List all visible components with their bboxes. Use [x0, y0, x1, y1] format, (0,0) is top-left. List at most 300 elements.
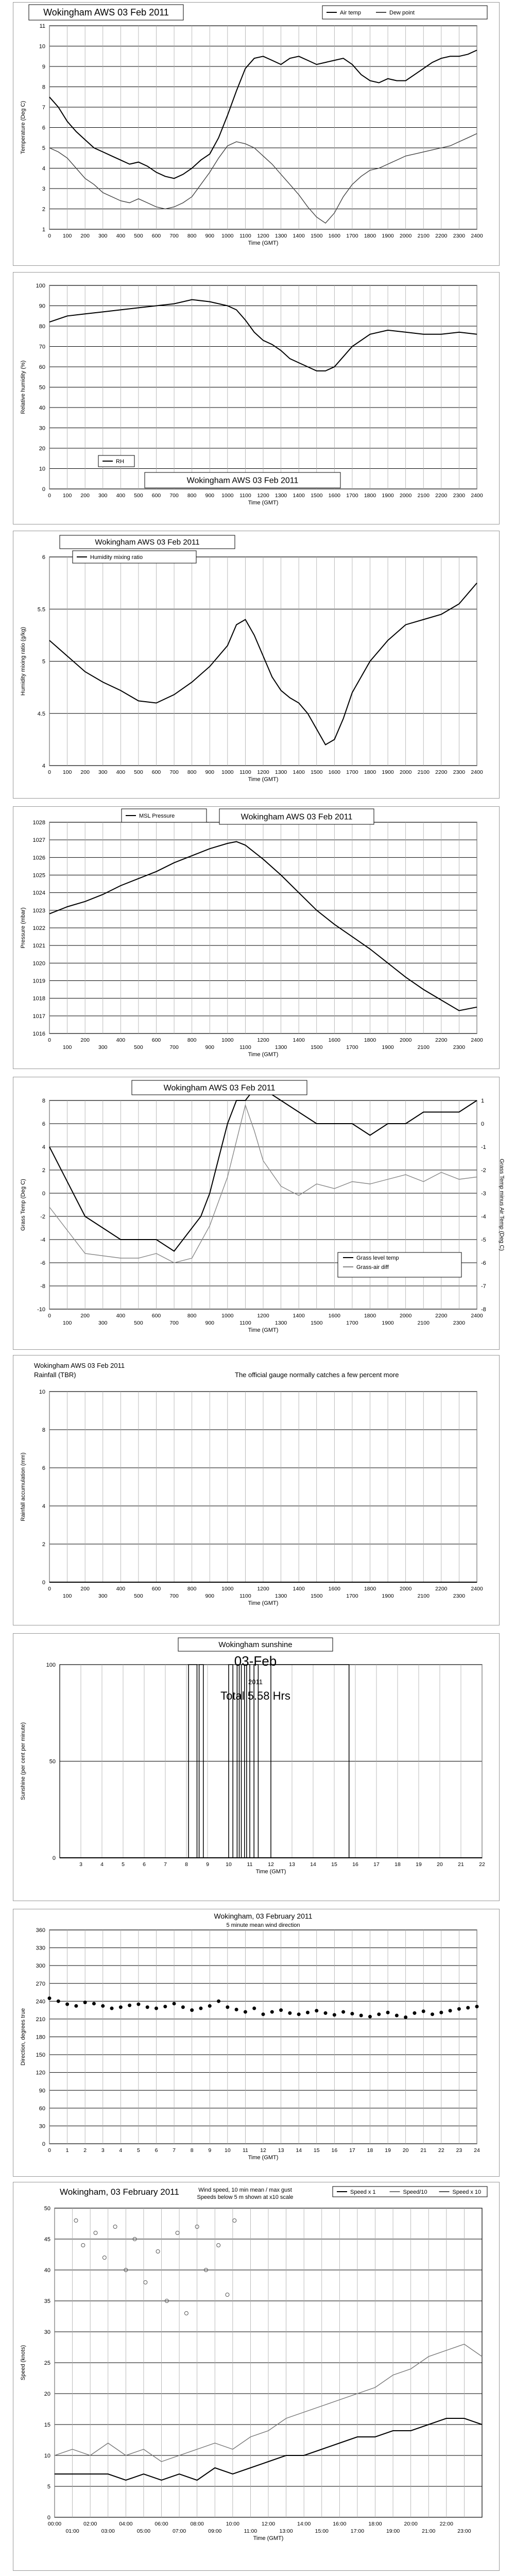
x-tick-label: 0 — [48, 769, 51, 775]
x-tick-label: 0 — [48, 1313, 51, 1319]
x-tick-label: 1300 — [274, 493, 287, 499]
x-tick-label: 0 — [48, 1586, 51, 1592]
x-tick-label: 1100 — [239, 769, 251, 775]
y-tick-label: 20 — [44, 2391, 50, 2397]
x-tick-label: 2000 — [399, 233, 412, 239]
y-tick-label: 10 — [39, 1389, 45, 1395]
x-tick-label: 300 — [98, 1320, 108, 1326]
y2-tick-label: -4 — [481, 1214, 486, 1220]
x-tick-label: 2200 — [435, 1313, 448, 1319]
x-tick-label: 100 — [62, 493, 72, 499]
chart-title: Wokingham AWS 03 Feb 2011 — [186, 476, 299, 485]
x-axis-label: Time (GMT) — [248, 1327, 279, 1333]
x-tick-label: 900 — [205, 1593, 215, 1599]
x-tick-label: 1500 — [311, 233, 323, 239]
x-tick-label: 13 — [278, 2147, 284, 2154]
x-tick-label: 0 — [48, 233, 51, 239]
x-tick-label: 2100 — [417, 493, 430, 499]
y-tick-label: 1027 — [32, 837, 45, 844]
x-tick-label: 400 — [116, 769, 126, 775]
y-tick-label: -6 — [40, 1260, 45, 1266]
data-point — [457, 2007, 460, 2010]
chart-subtitle: Wind speed, 10 min mean / max gust — [198, 2187, 292, 2193]
x-tick-label: 700 — [169, 769, 179, 775]
x-tick-label: 700 — [169, 1044, 179, 1050]
x-tick-label: 1800 — [364, 1037, 376, 1043]
x-tick-label: 200 — [80, 769, 90, 775]
y-tick-label: 100 — [36, 283, 45, 289]
x-axis-label: Time (GMT) — [248, 240, 279, 246]
x-tick-label: 14:00 — [297, 2521, 311, 2527]
y-tick-label: 20 — [39, 446, 45, 452]
x-tick-label: 21 — [420, 2147, 427, 2154]
x-tick-label: 1600 — [328, 1037, 341, 1043]
x-tick-label: 200 — [80, 1313, 90, 1319]
y-axis-label: Grass Temp (Deg C) — [20, 1179, 26, 1231]
x-tick-label: 300 — [98, 769, 108, 775]
y-tick-label: 60 — [39, 364, 45, 370]
x-tick-label: 600 — [151, 1313, 161, 1319]
data-point — [306, 2011, 309, 2014]
data-point — [386, 2011, 389, 2014]
x-tick-label: 2400 — [471, 1586, 483, 1592]
data-point — [324, 2011, 327, 2014]
x-tick-label: 17 — [349, 2147, 355, 2154]
x-tick-label: 1500 — [311, 493, 323, 499]
x-tick-label: 1400 — [293, 233, 305, 239]
legend-label: Speed x 1 — [350, 2189, 376, 2195]
x-tick-label: 2400 — [471, 1037, 483, 1043]
y-tick-label: 0 — [42, 1580, 45, 1586]
x-tick-label: 15:00 — [315, 2528, 329, 2534]
y-tick-label: 30 — [39, 425, 45, 432]
x-tick-label: 1500 — [311, 1320, 323, 1326]
x-tick-label: 0 — [48, 1037, 51, 1043]
x-tick-label: 300 — [98, 493, 108, 499]
x-tick-label: 500 — [134, 1044, 143, 1050]
x-tick-label: 20 — [437, 1861, 443, 1868]
x-tick-label: 14 — [310, 1861, 316, 1868]
y-tick-label: 1018 — [32, 995, 45, 1002]
x-tick-label: 400 — [116, 233, 126, 239]
y-tick-label: 4 — [42, 763, 45, 769]
x-tick-label: 1300 — [274, 769, 287, 775]
x-tick-label: 8 — [185, 1861, 188, 1868]
x-tick-label: 100 — [62, 1320, 72, 1326]
x-tick-label: 22 — [438, 2147, 444, 2154]
y-tick-label: 4 — [42, 165, 45, 172]
x-tick-label: 1100 — [239, 1044, 251, 1050]
x-tick-label: 20:00 — [404, 2521, 418, 2527]
x-tick-label: 3 — [79, 1861, 82, 1868]
x-tick-label: 900 — [205, 233, 215, 239]
y-tick-label: 1022 — [32, 925, 45, 931]
x-tick-label: 2 — [83, 2147, 87, 2154]
x-tick-label: 2200 — [435, 1586, 448, 1592]
x-tick-label: 22 — [479, 1861, 485, 1868]
x-tick-label: 1700 — [346, 233, 358, 239]
data-point — [297, 2013, 300, 2016]
y-tick-label: 4.5 — [37, 710, 45, 717]
data-point — [395, 2014, 398, 2017]
x-tick-label: 300 — [98, 1044, 108, 1050]
x-tick-label: 6 — [154, 2147, 158, 2154]
y-tick-label: 2 — [42, 1541, 45, 1548]
x-tick-label: 2200 — [435, 233, 448, 239]
legend-label: RH — [116, 459, 124, 465]
y2-tick-label: 1 — [481, 1098, 485, 1104]
x-tick-label: 1600 — [328, 493, 341, 499]
x-tick-label: 2100 — [417, 1320, 430, 1326]
x-tick-label: 1600 — [328, 769, 341, 775]
y-tick-label: 6 — [42, 125, 45, 131]
data-point — [244, 2010, 247, 2013]
data-point — [217, 1999, 220, 2003]
chart-subtitle: Rainfall (TBR) — [34, 1371, 76, 1379]
y-tick-label: 45 — [44, 2236, 50, 2243]
pressure-chart-panel — [13, 806, 500, 1069]
x-tick-label: 700 — [169, 1320, 179, 1326]
x-tick-label: 19 — [385, 2147, 391, 2154]
wind-speed-chart-panel — [13, 2182, 500, 2571]
y-tick-label: 6 — [42, 1121, 45, 1127]
x-tick-label: 18:00 — [368, 2521, 382, 2527]
x-tick-label: 12:00 — [261, 2521, 276, 2527]
y-tick-label: 80 — [39, 324, 45, 330]
x-tick-label: 09:00 — [208, 2528, 222, 2534]
x-tick-label: 100 — [62, 233, 72, 239]
y-tick-label: 150 — [36, 2052, 45, 2059]
y-axis-label: Speed (knots) — [20, 2345, 26, 2381]
x-tick-label: 1900 — [382, 1044, 394, 1050]
x-tick-label: 200 — [80, 1586, 90, 1592]
legend-label: Air temp — [340, 10, 361, 16]
x-tick-label: 01:00 — [65, 2528, 79, 2534]
wind-direction-chart — [13, 1909, 499, 2176]
rainfall-chart — [13, 1355, 499, 1625]
data-point — [288, 2011, 291, 2014]
x-tick-label: 100 — [62, 1593, 72, 1599]
y-tick-label: 1028 — [32, 820, 45, 826]
data-point — [92, 2002, 95, 2005]
chart-note: The official gauge normally catches a few percent more — [235, 1371, 399, 1379]
x-tick-label: 1200 — [257, 493, 269, 499]
x-tick-label: 1300 — [274, 1320, 287, 1326]
x-tick-label: 2400 — [471, 1313, 483, 1319]
y2-tick-label: -7 — [481, 1283, 486, 1290]
data-point — [404, 2015, 407, 2019]
sunshine-chart — [13, 1634, 499, 1901]
x-tick-label: 1700 — [346, 769, 358, 775]
x-tick-label: 500 — [134, 233, 143, 239]
chart-title: Wokingham, 03 February 2011 — [60, 2187, 179, 2197]
data-point — [110, 2007, 113, 2010]
data-point — [48, 1997, 51, 2000]
x-tick-label: 20 — [402, 2147, 409, 2154]
x-tick-label: 05:00 — [136, 2528, 151, 2534]
x-tick-label: 17:00 — [350, 2528, 365, 2534]
x-tick-label: 1000 — [221, 233, 234, 239]
total-label: Total 5.58 Hrs — [220, 1689, 290, 1702]
data-point — [119, 2006, 122, 2009]
y2-tick-label: -8 — [481, 1307, 486, 1313]
y-tick-label: 90 — [39, 303, 45, 310]
x-tick-label: 400 — [116, 493, 126, 499]
x-tick-label: 1300 — [274, 1044, 287, 1050]
data-point — [83, 2001, 87, 2004]
data-point — [475, 2005, 478, 2008]
temperature-chart — [13, 3, 499, 265]
x-tick-label: 300 — [98, 233, 108, 239]
data-point — [333, 2013, 336, 2016]
x-tick-label: 1000 — [221, 1313, 234, 1319]
y-tick-label: 15 — [44, 2422, 50, 2428]
x-tick-label: 900 — [205, 493, 215, 499]
x-tick-label: 7 — [164, 1861, 167, 1868]
x-tick-label: 1500 — [311, 1044, 323, 1050]
chart-title: Wokingham AWS 03 Feb 2011 — [163, 1083, 276, 1093]
y-tick-label: 5 — [42, 658, 45, 665]
data-point — [164, 2005, 167, 2008]
y-axis-label: Pressure (mbar) — [20, 907, 26, 948]
x-tick-label: 1700 — [346, 1593, 358, 1599]
y-tick-label: -2 — [40, 1214, 45, 1220]
x-tick-label: 02:00 — [83, 2521, 97, 2527]
x-tick-label: 1800 — [364, 233, 376, 239]
x-tick-label: 2100 — [417, 1593, 430, 1599]
humidity-chart-panel — [13, 272, 500, 524]
x-tick-label: 2200 — [435, 493, 448, 499]
x-tick-label: 1200 — [257, 769, 269, 775]
rainfall-chart-panel — [13, 1355, 500, 1625]
y-axis-label: Relative humidity (%) — [20, 360, 26, 414]
chart-title: Wokingham, 03 February 2011 — [214, 1912, 313, 1920]
data-point — [369, 2015, 372, 2018]
x-tick-label: 1400 — [293, 1586, 305, 1592]
x-tick-label: 12 — [268, 1861, 274, 1868]
x-tick-label: 900 — [205, 1320, 215, 1326]
x-tick-label: 600 — [151, 493, 161, 499]
x-tick-label: 19 — [416, 1861, 422, 1868]
x-tick-label: 1200 — [257, 233, 269, 239]
legend-label: Grass level temp — [356, 1255, 399, 1261]
y-tick-label: 70 — [39, 344, 45, 350]
y-tick-label: 210 — [36, 2016, 45, 2023]
y-tick-label: 300 — [36, 1963, 45, 1970]
x-tick-label: 2300 — [453, 1044, 466, 1050]
y-tick-label: 40 — [39, 405, 45, 411]
x-tick-label: 2000 — [399, 1586, 412, 1592]
data-point — [181, 2006, 184, 2009]
y-tick-label: 50 — [49, 1758, 56, 1765]
data-point — [315, 2009, 318, 2012]
x-tick-label: 1700 — [346, 1320, 358, 1326]
data-point — [101, 2005, 105, 2008]
x-tick-label: 2100 — [417, 233, 430, 239]
data-point — [137, 2003, 140, 2006]
data-point — [262, 2013, 265, 2016]
y-tick-label: 180 — [36, 2034, 45, 2041]
x-axis-label: Time (GMT) — [248, 2155, 279, 2161]
wind-direction-chart-panel — [13, 1909, 500, 2177]
y-axis-label: Sunshine (per cent per minute) — [20, 1722, 26, 1801]
x-tick-label: 2300 — [453, 769, 466, 775]
legend-label: Speed/10 — [403, 2189, 427, 2195]
chart-title: Wokingham AWS 03 Feb 2011 — [34, 1362, 125, 1369]
data-point — [173, 2002, 176, 2005]
y-tick-label: 6 — [42, 1465, 45, 1471]
x-tick-label: 1800 — [364, 493, 376, 499]
pressure-chart — [13, 807, 499, 1069]
x-tick-label: 1200 — [257, 1586, 269, 1592]
x-tick-label: 3 — [101, 2147, 105, 2154]
y-tick-label: 1019 — [32, 978, 45, 985]
x-tick-label: 2100 — [417, 769, 430, 775]
x-tick-label: 1900 — [382, 769, 394, 775]
year-label: 2011 — [248, 1678, 263, 1686]
y-tick-label: 0 — [52, 1855, 56, 1861]
x-tick-label: 9 — [208, 2147, 212, 2154]
x-tick-label: 1900 — [382, 1593, 394, 1599]
x-tick-label: 1300 — [274, 1593, 287, 1599]
x-tick-label: 600 — [151, 233, 161, 239]
y-tick-label: 0 — [42, 1191, 45, 1197]
y-tick-label: 2 — [42, 1167, 45, 1174]
x-tick-label: 2200 — [435, 1037, 448, 1043]
x-tick-label: 12 — [260, 2147, 266, 2154]
y-tick-label: 50 — [44, 2206, 50, 2212]
y2-tick-label: -2 — [481, 1167, 486, 1174]
y-tick-label: -4 — [40, 1237, 45, 1243]
x-tick-label: 0 — [48, 2147, 51, 2154]
y-tick-label: 1 — [42, 227, 45, 233]
x-tick-label: 700 — [169, 1593, 179, 1599]
x-tick-label: 100 — [62, 1044, 72, 1050]
x-tick-label: 2300 — [453, 233, 466, 239]
x-tick-label: 16 — [352, 1861, 358, 1868]
date-label: 03-Feb — [234, 1653, 277, 1669]
x-tick-label: 5 — [136, 2147, 140, 2154]
chart-title: Wokingham AWS 03 Feb 2011 — [241, 812, 353, 822]
mixing-ratio-chart-panel — [13, 531, 500, 799]
x-tick-label: 1400 — [293, 1313, 305, 1319]
x-tick-label: 11 — [247, 1861, 253, 1868]
y2-tick-label: -1 — [481, 1144, 486, 1150]
data-point — [422, 2010, 425, 2013]
x-tick-label: 1900 — [382, 233, 394, 239]
x-tick-label: 1400 — [293, 493, 305, 499]
x-tick-label: 500 — [134, 769, 143, 775]
x-tick-label: 13 — [289, 1861, 295, 1868]
x-tick-label: 22:00 — [439, 2521, 453, 2527]
x-tick-label: 7 — [173, 2147, 176, 2154]
x-tick-label: 10 — [224, 2147, 231, 2154]
y-tick-label: 35 — [44, 2298, 50, 2304]
x-tick-label: 8 — [190, 2147, 194, 2154]
x-axis-label: Time (GMT) — [248, 1052, 279, 1058]
y-tick-label: 1023 — [32, 907, 45, 914]
y2-tick-label: -3 — [481, 1191, 486, 1197]
y-tick-label: 11 — [39, 23, 45, 29]
data-point — [128, 2004, 131, 2007]
x-tick-label: 800 — [187, 233, 197, 239]
x-tick-label: 1800 — [364, 769, 376, 775]
y-tick-label: 40 — [44, 2267, 50, 2274]
x-tick-label: 2300 — [453, 493, 466, 499]
x-tick-label: 200 — [80, 493, 90, 499]
x-tick-label: 0 — [48, 493, 51, 499]
x-tick-label: 9 — [206, 1861, 209, 1868]
x-tick-label: 800 — [187, 1037, 197, 1043]
x-tick-label: 800 — [187, 1313, 197, 1319]
x-tick-label: 1400 — [293, 1037, 305, 1043]
temperature-chart-panel — [13, 2, 500, 266]
x-tick-label: 14 — [296, 2147, 302, 2154]
x-tick-label: 4 — [119, 2147, 123, 2154]
y-tick-label: 360 — [36, 1927, 45, 1934]
x-tick-label: 04:00 — [119, 2521, 133, 2527]
data-point — [253, 2007, 256, 2010]
legend-label: MSL Pressure — [139, 813, 175, 819]
y-tick-label: 330 — [36, 1945, 45, 1952]
x-tick-label: 800 — [187, 493, 197, 499]
data-point — [449, 2009, 452, 2012]
x-tick-label: 13:00 — [279, 2528, 293, 2534]
data-point — [351, 2012, 354, 2015]
y-tick-label: 1017 — [32, 1013, 45, 1020]
y-tick-label: 10 — [39, 43, 45, 50]
y-tick-label: 50 — [39, 384, 45, 391]
legend-label: Humidity mixing ratio — [90, 554, 143, 561]
data-point — [342, 2010, 345, 2013]
data-point — [467, 2006, 470, 2009]
x-tick-label: 200 — [80, 233, 90, 239]
y-tick-label: 8 — [42, 1427, 45, 1433]
data-point — [431, 2013, 434, 2016]
y-axis-label: Rainfall accumulation (mm) — [20, 1452, 26, 1521]
y-tick-label: 100 — [46, 1662, 56, 1668]
y2-axis-label: Grass Temp minus Air Temp (Deg C) — [499, 1159, 505, 1251]
x-tick-label: 2400 — [471, 233, 483, 239]
x-tick-label: 300 — [98, 1593, 108, 1599]
y-tick-label: 30 — [39, 2123, 45, 2130]
x-tick-label: 18 — [367, 2147, 373, 2154]
x-tick-label: 600 — [151, 1037, 161, 1043]
data-point — [377, 2013, 381, 2016]
data-point — [199, 2007, 202, 2010]
x-tick-label: 24 — [474, 2147, 480, 2154]
x-tick-label: 500 — [134, 1320, 143, 1326]
x-tick-label: 1500 — [311, 769, 323, 775]
data-point — [57, 1999, 60, 2003]
x-tick-label: 1600 — [328, 233, 341, 239]
chart-title: Wokingham AWS 03 Feb 2011 — [95, 538, 200, 547]
y-tick-label: 8 — [42, 1098, 45, 1104]
x-tick-label: 1300 — [274, 233, 287, 239]
x-tick-label: 23 — [456, 2147, 462, 2154]
x-tick-label: 23:00 — [457, 2528, 471, 2534]
y-tick-label: 1024 — [32, 890, 45, 896]
x-tick-label: 1100 — [239, 1320, 251, 1326]
data-point — [226, 2006, 229, 2009]
data-point — [270, 2010, 273, 2013]
x-tick-label: 11:00 — [244, 2528, 258, 2534]
x-tick-label: 10 — [226, 1861, 232, 1868]
x-tick-label: 1000 — [221, 1586, 234, 1592]
x-tick-label: 700 — [169, 233, 179, 239]
x-tick-label: 4 — [100, 1861, 104, 1868]
grass-temp-chart — [13, 1077, 505, 1349]
